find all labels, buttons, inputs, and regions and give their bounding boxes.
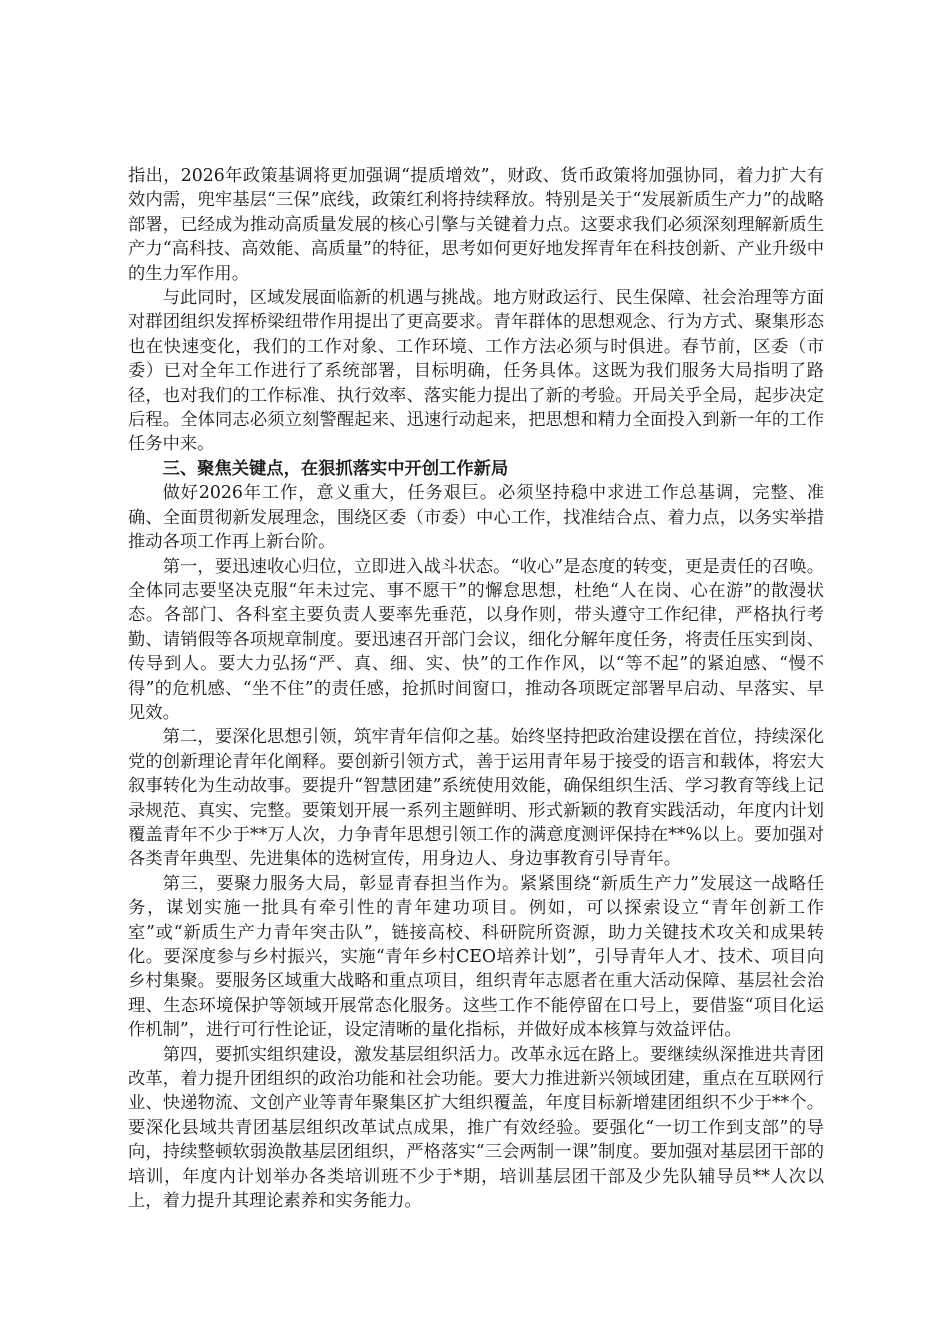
section-heading-3: 三、聚焦关键点，在狠抓落实中开创工作新局 (162, 458, 509, 479)
paragraph-continuation: 指出，2026年政策基调将更加强调“提质增效”，财政、货币政策将加强协同，着力扩大有效内需，兜牢基层“三保”底线，政策红利将持续释放。特别是关于“发展新质生产力”的战略部署，已经成为推动高质量发展的核心引擎与关键着力点。这要求我们必须深刻理解新质生产力“高科技、高效能、高质量”的特征，思考如何更好地发挥青年在科技创新、产业升级中的生力军作用。 (128, 166, 824, 284)
paragraph-2026-work: 做好2026年工作，意义重大，任务艰巨。必须坚持稳中求进工作总基调，完整、准确、全面贯彻新发展理念，围绕区委（市委）中心工作，找准结合点、着力点，以务实举措推动各项工作再上新台阶。 (128, 483, 824, 553)
paragraph-third-point: 第三，要聚力服务大局，彰显青春担当作为。紧紧围绕“新质生产力”发展这一战略任务，谋划实施一批具有牵引性的青年建功项目。例如，可以探索设立“青年创新工作室”或“新质生产力青年突击队”，链接高校、科研院所资源，助力关键技术攻关和成果转化。要深度参与乡村振兴，实施“青年乡村CEO培养计划”，引导青年人才、技术、项目向乡村集聚。要服务区域重大战略和重点项目，组织青年志愿者在重大活动保障、基层社会治理、生态环境保护等领域开展常态化服务。这些工作不能停留在口号上，要借鉴“项目化运作机制”，进行可行性论证，设定清晰的量化指标，并做好成本核算与效益评估。 (128, 873, 824, 1041)
paragraph-regional-development: 与此同时，区域发展面临新的机遇与挑战。地方财政运行、民生保障、社会治理等方面对群团组织发挥桥梁纽带作用提出了更高要求。青年群体的思想观念、行为方式、聚集形态也在快速变化，我们的工作对象、工作环境、工作方法必须与时俱进。春节前，区委（市委）已对全年工作进行了系统部署，目标明确，任务具体。这既为我们服务大局指明了路径，也对我们的工作标准、执行效率、落实能力提出了新的考验。开局关乎全局，起步决定后程。全体同志必须立刻警醒起来、迅速行动起来，把思想和精力全面投入到新一年的工作任务中来。 (128, 288, 824, 455)
document-body (128, 164, 824, 1213)
paragraph-fourth-point: 第四，要抓实组织建设，激发基层组织活力。改革永远在路上。要继续纵深推进共青团改革，着力提升团组织的政治功能和社会功能。要大力推进新兴领域团建，重点在互联网行业、快递物流、文创产业等青年聚集区扩大组织覆盖，年度目标新增建团组织不少于**个。要深化县域共青团基层组织改革试点成果，推广有效经验。要强化“一切工作到支部”的导向，持续整顿软弱涣散基层团组织，严格落实“三会两制一课”制度。要加强对基层团干部的培训，年度内计划举办各类培训班不少于*期，培训基层团干部及少先队辅导员**人次以上，着力提升其理论素养和实务能力。 (128, 1044, 824, 1212)
paragraph-first-point: 第一，要迅速收心归位，立即进入战斗状态。“收心”是态度的转变，更是责任的召唤。全体同志要坚决克服“年未过完、事不愿干”的懈怠思想，杜绝“人在岗、心在游”的散漫状态。各部门、各科室主要负责人要率先垂范，以身作则，带头遵守工作纪律，严格执行考勤、请销假等各项规章制度。要迅速召开部门会议，细化分解年度任务，将责任压实到岗、传导到人。要大力弘扬“严、真、细、实、快”的工作作风，以“等不起”的紧迫感、“慢不得”的危机感、“坐不住”的责任感，抢抓时间窗口，推动各项既定部署早启动、早落实、早见效。 (128, 556, 824, 723)
paragraph-second-point: 第二，要深化思想引领，筑牢青年信仰之基。始终坚持把政治建设摆在首位，持续深化党的创新理论青年化阐释。要创新引领方式，善于运用青年易于接受的语言和载体，将宏大叙事转化为生动故事。要提升“智慧团建”系统使用效能，确保组织生活、学习教育等线上记录规范、真实、完整。要策划开展一系列主题鲜明、形式新颖的教育实践活动，年度内计划覆盖青年不少于**万人次，力争青年思想引领工作的满意度测评保持在**%以上。要加强对各类青年典型、先进集体的选树宣传，用身边人、身边事教育引导青年。 (128, 727, 824, 870)
